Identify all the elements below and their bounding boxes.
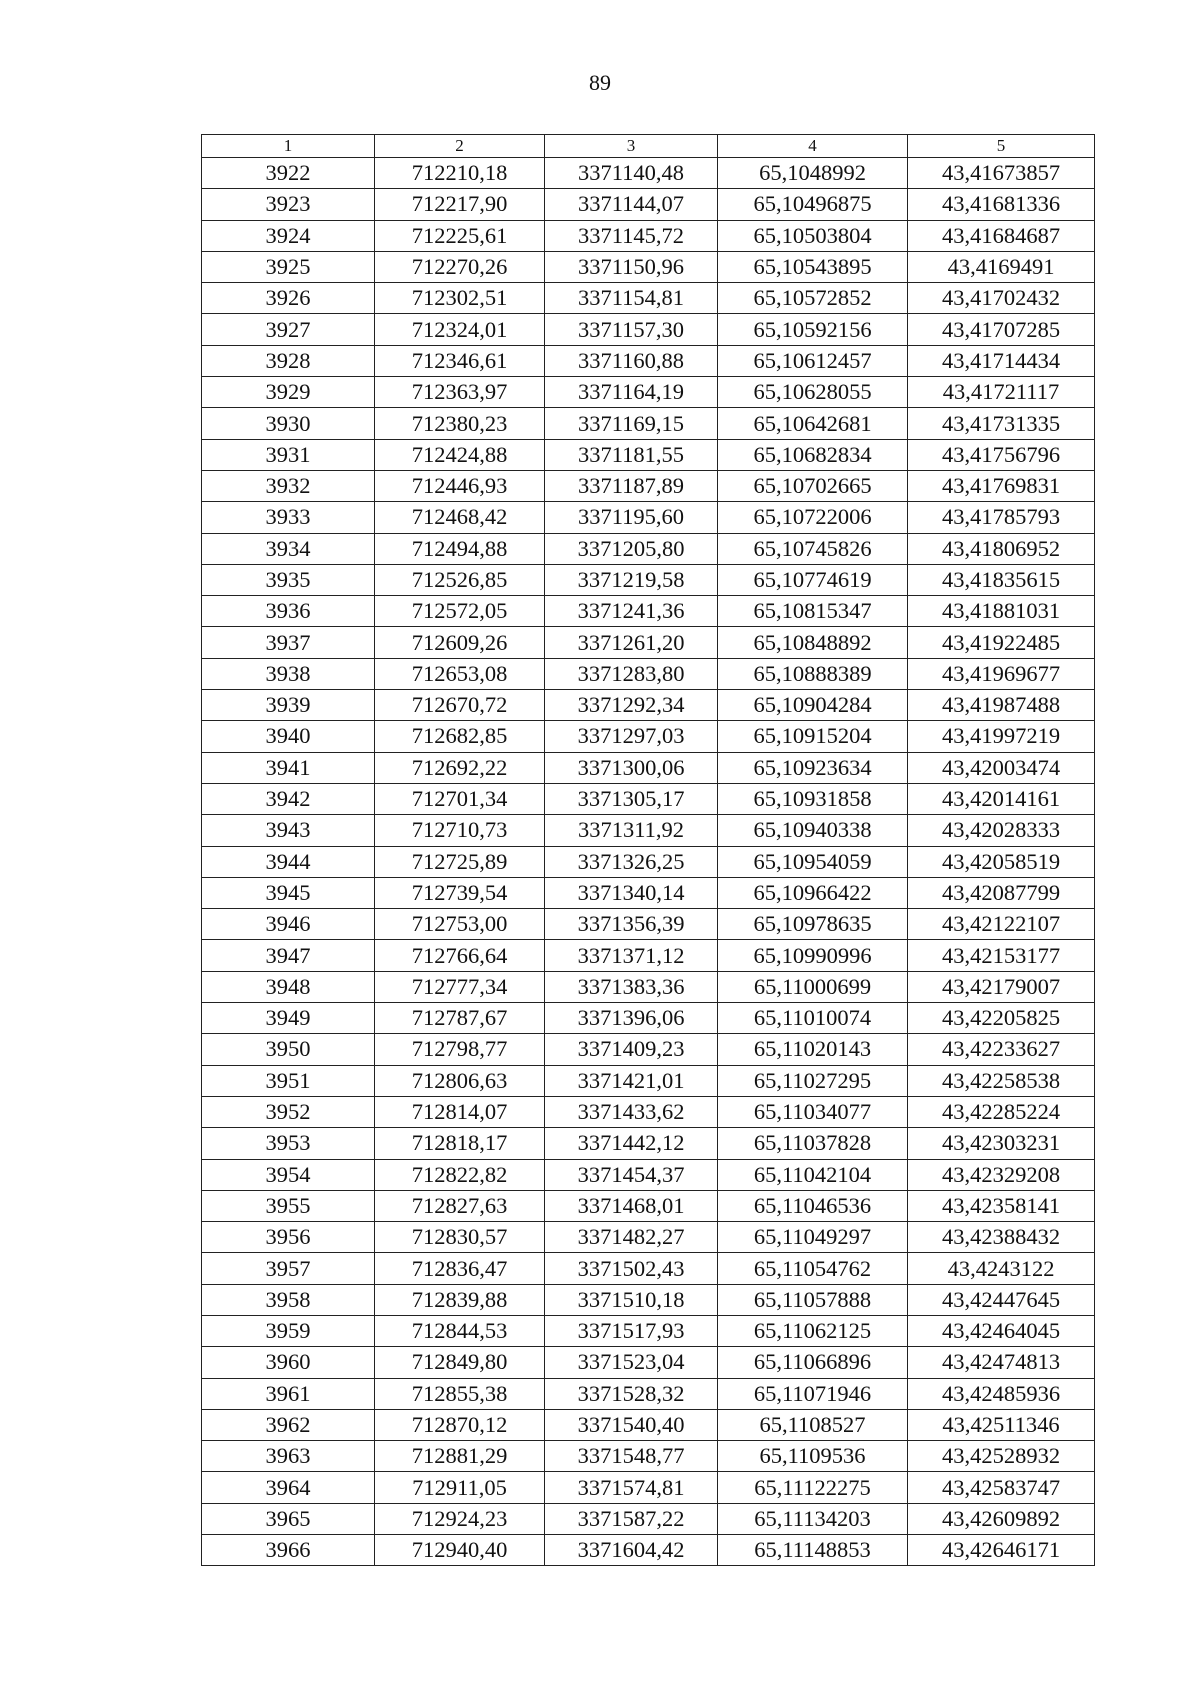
table-row [202, 940, 1095, 971]
table-row [202, 1065, 1095, 1096]
latitude-cell: 43,41785793 [908, 502, 1095, 533]
table-row [202, 658, 1095, 689]
x-coordinate-cell: 712725,89 [375, 846, 545, 877]
table-row [202, 877, 1095, 908]
longitude-cell: 65,10954059 [718, 846, 908, 877]
y-coordinate-cell: 3371292,34 [545, 690, 718, 721]
table-row [202, 1378, 1095, 1409]
y-coordinate-cell: 3371442,12 [545, 1128, 718, 1159]
table-row [202, 752, 1095, 783]
x-coordinate-cell: 712881,29 [375, 1441, 545, 1472]
y-coordinate-cell: 3371433,62 [545, 1096, 718, 1127]
latitude-cell: 43,42233627 [908, 1034, 1095, 1065]
longitude-cell: 65,10496875 [718, 189, 908, 220]
point-number-cell: 3932 [202, 470, 375, 501]
table-row [202, 721, 1095, 752]
x-coordinate-cell: 712839,88 [375, 1284, 545, 1315]
longitude-cell: 65,10774619 [718, 564, 908, 595]
x-coordinate-cell: 712446,93 [375, 470, 545, 501]
y-coordinate-cell: 3371145,72 [545, 220, 718, 251]
y-coordinate-cell: 3371468,01 [545, 1190, 718, 1221]
point-number-cell: 3964 [202, 1472, 375, 1503]
latitude-cell: 43,42464045 [908, 1315, 1095, 1346]
table-row [202, 408, 1095, 439]
latitude-cell: 43,41835615 [908, 564, 1095, 595]
x-coordinate-cell: 712766,64 [375, 940, 545, 971]
longitude-cell: 65,11042104 [718, 1159, 908, 1190]
y-coordinate-cell: 3371326,25 [545, 846, 718, 877]
y-coordinate-cell: 3371548,77 [545, 1441, 718, 1472]
point-number-cell: 3953 [202, 1128, 375, 1159]
table-row [202, 158, 1095, 189]
y-coordinate-cell: 3371454,37 [545, 1159, 718, 1190]
table-row [202, 345, 1095, 376]
latitude-cell: 43,41681336 [908, 189, 1095, 220]
longitude-cell: 65,11034077 [718, 1096, 908, 1127]
y-coordinate-cell: 3371383,36 [545, 971, 718, 1002]
y-coordinate-cell: 3371528,32 [545, 1378, 718, 1409]
longitude-cell: 65,1108527 [718, 1409, 908, 1440]
point-number-cell: 3960 [202, 1347, 375, 1378]
point-number-cell: 3957 [202, 1253, 375, 1284]
table-row [202, 1222, 1095, 1253]
y-coordinate-cell: 3371297,03 [545, 721, 718, 752]
y-coordinate-cell: 3371305,17 [545, 783, 718, 814]
longitude-cell: 65,11027295 [718, 1065, 908, 1096]
point-number-cell: 3930 [202, 408, 375, 439]
latitude-cell: 43,42122107 [908, 909, 1095, 940]
point-number-cell: 3950 [202, 1034, 375, 1065]
column-header-2: 2 [375, 135, 545, 158]
point-number-cell: 3923 [202, 189, 375, 220]
x-coordinate-cell: 712701,34 [375, 783, 545, 814]
point-number-cell: 3933 [202, 502, 375, 533]
table-row [202, 596, 1095, 627]
x-coordinate-cell: 712924,23 [375, 1503, 545, 1534]
y-coordinate-cell: 3371164,19 [545, 377, 718, 408]
x-coordinate-cell: 712302,51 [375, 283, 545, 314]
longitude-cell: 65,10923634 [718, 752, 908, 783]
longitude-cell: 65,10978635 [718, 909, 908, 940]
x-coordinate-cell: 712814,07 [375, 1096, 545, 1127]
coordinates-table [201, 134, 1095, 1566]
y-coordinate-cell: 3371300,06 [545, 752, 718, 783]
longitude-cell: 65,1048992 [718, 158, 908, 189]
longitude-cell: 65,10682834 [718, 439, 908, 470]
point-number-cell: 3925 [202, 251, 375, 282]
y-coordinate-cell: 3371219,58 [545, 564, 718, 595]
latitude-cell: 43,42303231 [908, 1128, 1095, 1159]
x-coordinate-cell: 712827,63 [375, 1190, 545, 1221]
latitude-cell: 43,42528932 [908, 1441, 1095, 1472]
table-row [202, 1315, 1095, 1346]
y-coordinate-cell: 3371261,20 [545, 627, 718, 658]
latitude-cell: 43,42646171 [908, 1535, 1095, 1566]
latitude-cell: 43,41714434 [908, 345, 1095, 376]
latitude-cell: 43,4169491 [908, 251, 1095, 282]
table-row [202, 1503, 1095, 1534]
x-coordinate-cell: 712270,26 [375, 251, 545, 282]
latitude-cell: 43,42358141 [908, 1190, 1095, 1221]
x-coordinate-cell: 712363,97 [375, 377, 545, 408]
point-number-cell: 3927 [202, 314, 375, 345]
y-coordinate-cell: 3371510,18 [545, 1284, 718, 1315]
latitude-cell: 43,41731335 [908, 408, 1095, 439]
y-coordinate-cell: 3371409,23 [545, 1034, 718, 1065]
x-coordinate-cell: 712653,08 [375, 658, 545, 689]
latitude-cell: 43,42087799 [908, 877, 1095, 908]
latitude-cell: 43,4243122 [908, 1253, 1095, 1284]
table-row [202, 846, 1095, 877]
latitude-cell: 43,42153177 [908, 940, 1095, 971]
point-number-cell: 3929 [202, 377, 375, 408]
table-row [202, 564, 1095, 595]
x-coordinate-cell: 712682,85 [375, 721, 545, 752]
longitude-cell: 65,10904284 [718, 690, 908, 721]
x-coordinate-cell: 712818,17 [375, 1128, 545, 1159]
longitude-cell: 65,10745826 [718, 533, 908, 564]
y-coordinate-cell: 3371517,93 [545, 1315, 718, 1346]
table-row [202, 1253, 1095, 1284]
longitude-cell: 65,10612457 [718, 345, 908, 376]
y-coordinate-cell: 3371205,80 [545, 533, 718, 564]
longitude-cell: 65,11049297 [718, 1222, 908, 1253]
point-number-cell: 3959 [202, 1315, 375, 1346]
latitude-cell: 43,41969677 [908, 658, 1095, 689]
column-header-1: 1 [202, 135, 375, 158]
table-row [202, 1034, 1095, 1065]
table-row [202, 189, 1095, 220]
y-coordinate-cell: 3371356,39 [545, 909, 718, 940]
longitude-cell: 65,10503804 [718, 220, 908, 251]
latitude-cell: 43,42609892 [908, 1503, 1095, 1534]
point-number-cell: 3936 [202, 596, 375, 627]
point-number-cell: 3926 [202, 283, 375, 314]
point-number-cell: 3947 [202, 940, 375, 971]
longitude-cell: 65,10966422 [718, 877, 908, 908]
latitude-cell: 43,42329208 [908, 1159, 1095, 1190]
x-coordinate-cell: 712787,67 [375, 1003, 545, 1034]
longitude-cell: 65,10931858 [718, 783, 908, 814]
y-coordinate-cell: 3371283,80 [545, 658, 718, 689]
table-row [202, 533, 1095, 564]
y-coordinate-cell: 3371421,01 [545, 1065, 718, 1096]
x-coordinate-cell: 712739,54 [375, 877, 545, 908]
x-coordinate-cell: 712526,85 [375, 564, 545, 595]
longitude-cell: 65,11071946 [718, 1378, 908, 1409]
latitude-cell: 43,42205825 [908, 1003, 1095, 1034]
longitude-cell: 65,10572852 [718, 283, 908, 314]
point-number-cell: 3951 [202, 1065, 375, 1096]
latitude-cell: 43,42388432 [908, 1222, 1095, 1253]
point-number-cell: 3939 [202, 690, 375, 721]
point-number-cell: 3942 [202, 783, 375, 814]
y-coordinate-cell: 3371181,55 [545, 439, 718, 470]
x-coordinate-cell: 712849,80 [375, 1347, 545, 1378]
x-coordinate-cell: 712210,18 [375, 158, 545, 189]
latitude-cell: 43,42474813 [908, 1347, 1095, 1378]
table-row [202, 251, 1095, 282]
longitude-cell: 65,11000699 [718, 971, 908, 1002]
longitude-cell: 65,10642681 [718, 408, 908, 439]
table-row [202, 1347, 1095, 1378]
latitude-cell: 43,42179007 [908, 971, 1095, 1002]
latitude-cell: 43,42285224 [908, 1096, 1095, 1127]
x-coordinate-cell: 712836,47 [375, 1253, 545, 1284]
longitude-cell: 65,11010074 [718, 1003, 908, 1034]
point-number-cell: 3962 [202, 1409, 375, 1440]
longitude-cell: 65,10628055 [718, 377, 908, 408]
x-coordinate-cell: 712572,05 [375, 596, 545, 627]
point-number-cell: 3937 [202, 627, 375, 658]
x-coordinate-cell: 712324,01 [375, 314, 545, 345]
x-coordinate-cell: 712822,82 [375, 1159, 545, 1190]
y-coordinate-cell: 3371574,81 [545, 1472, 718, 1503]
table-row [202, 815, 1095, 846]
longitude-cell: 65,1109536 [718, 1441, 908, 1472]
y-coordinate-cell: 3371540,40 [545, 1409, 718, 1440]
point-number-cell: 3966 [202, 1535, 375, 1566]
x-coordinate-cell: 712225,61 [375, 220, 545, 251]
table-row [202, 470, 1095, 501]
longitude-cell: 65,10888389 [718, 658, 908, 689]
table-row [202, 314, 1095, 345]
x-coordinate-cell: 712609,26 [375, 627, 545, 658]
latitude-cell: 43,41684687 [908, 220, 1095, 251]
longitude-cell: 65,10592156 [718, 314, 908, 345]
table-row [202, 1535, 1095, 1566]
x-coordinate-cell: 712468,42 [375, 502, 545, 533]
table-row [202, 1472, 1095, 1503]
table-row [202, 627, 1095, 658]
x-coordinate-cell: 712940,40 [375, 1535, 545, 1566]
longitude-cell: 65,11134203 [718, 1503, 908, 1534]
point-number-cell: 3940 [202, 721, 375, 752]
y-coordinate-cell: 3371160,88 [545, 345, 718, 376]
table-row [202, 690, 1095, 721]
longitude-cell: 65,10848892 [718, 627, 908, 658]
table-body [202, 158, 1095, 1566]
y-coordinate-cell: 3371187,89 [545, 470, 718, 501]
x-coordinate-cell: 712217,90 [375, 189, 545, 220]
column-header-3: 3 [545, 135, 718, 158]
x-coordinate-cell: 712777,34 [375, 971, 545, 1002]
latitude-cell: 43,42583747 [908, 1472, 1095, 1503]
longitude-cell: 65,11066896 [718, 1347, 908, 1378]
table-row [202, 1096, 1095, 1127]
longitude-cell: 65,11037828 [718, 1128, 908, 1159]
latitude-cell: 43,41769831 [908, 470, 1095, 501]
latitude-cell: 43,42447645 [908, 1284, 1095, 1315]
table-row [202, 1003, 1095, 1034]
latitude-cell: 43,41922485 [908, 627, 1095, 658]
y-coordinate-cell: 3371482,27 [545, 1222, 718, 1253]
point-number-cell: 3958 [202, 1284, 375, 1315]
latitude-cell: 43,42003474 [908, 752, 1095, 783]
point-number-cell: 3948 [202, 971, 375, 1002]
point-number-cell: 3931 [202, 439, 375, 470]
y-coordinate-cell: 3371140,48 [545, 158, 718, 189]
point-number-cell: 3943 [202, 815, 375, 846]
table-row [202, 1284, 1095, 1315]
point-number-cell: 3928 [202, 345, 375, 376]
latitude-cell: 43,41707285 [908, 314, 1095, 345]
latitude-cell: 43,42028333 [908, 815, 1095, 846]
table-row [202, 971, 1095, 1002]
point-number-cell: 3965 [202, 1503, 375, 1534]
y-coordinate-cell: 3371169,15 [545, 408, 718, 439]
latitude-cell: 43,41756796 [908, 439, 1095, 470]
point-number-cell: 3952 [202, 1096, 375, 1127]
y-coordinate-cell: 3371396,06 [545, 1003, 718, 1034]
latitude-cell: 43,42058519 [908, 846, 1095, 877]
longitude-cell: 65,11057888 [718, 1284, 908, 1315]
x-coordinate-cell: 712753,00 [375, 909, 545, 940]
y-coordinate-cell: 3371241,36 [545, 596, 718, 627]
table-row [202, 502, 1095, 533]
y-coordinate-cell: 3371150,96 [545, 251, 718, 282]
latitude-cell: 43,41806952 [908, 533, 1095, 564]
longitude-cell: 65,11148853 [718, 1535, 908, 1566]
point-number-cell: 3956 [202, 1222, 375, 1253]
table-row [202, 909, 1095, 940]
x-coordinate-cell: 712710,73 [375, 815, 545, 846]
latitude-cell: 43,42258538 [908, 1065, 1095, 1096]
point-number-cell: 3955 [202, 1190, 375, 1221]
y-coordinate-cell: 3371340,14 [545, 877, 718, 908]
point-number-cell: 3945 [202, 877, 375, 908]
y-coordinate-cell: 3371371,12 [545, 940, 718, 971]
x-coordinate-cell: 712870,12 [375, 1409, 545, 1440]
y-coordinate-cell: 3371195,60 [545, 502, 718, 533]
latitude-cell: 43,42014161 [908, 783, 1095, 814]
point-number-cell: 3935 [202, 564, 375, 595]
y-coordinate-cell: 3371502,43 [545, 1253, 718, 1284]
x-coordinate-cell: 712380,23 [375, 408, 545, 439]
point-number-cell: 3946 [202, 909, 375, 940]
column-header-5: 5 [908, 135, 1095, 158]
y-coordinate-cell: 3371604,42 [545, 1535, 718, 1566]
y-coordinate-cell: 3371157,30 [545, 314, 718, 345]
table-row [202, 1409, 1095, 1440]
y-coordinate-cell: 3371587,22 [545, 1503, 718, 1534]
point-number-cell: 3949 [202, 1003, 375, 1034]
table-row [202, 377, 1095, 408]
table-row [202, 1190, 1095, 1221]
x-coordinate-cell: 712911,05 [375, 1472, 545, 1503]
table-row [202, 1441, 1095, 1472]
latitude-cell: 43,41881031 [908, 596, 1095, 627]
x-coordinate-cell: 712806,63 [375, 1065, 545, 1096]
x-coordinate-cell: 712855,38 [375, 1378, 545, 1409]
latitude-cell: 43,41721117 [908, 377, 1095, 408]
table-row [202, 783, 1095, 814]
latitude-cell: 43,41997219 [908, 721, 1095, 752]
point-number-cell: 3954 [202, 1159, 375, 1190]
y-coordinate-cell: 3371523,04 [545, 1347, 718, 1378]
latitude-cell: 43,41702432 [908, 283, 1095, 314]
y-coordinate-cell: 3371154,81 [545, 283, 718, 314]
x-coordinate-cell: 712670,72 [375, 690, 545, 721]
point-number-cell: 3938 [202, 658, 375, 689]
latitude-cell: 43,42511346 [908, 1409, 1095, 1440]
longitude-cell: 65,11062125 [718, 1315, 908, 1346]
longitude-cell: 65,11020143 [718, 1034, 908, 1065]
page-number: 89 [589, 70, 611, 95]
point-number-cell: 3961 [202, 1378, 375, 1409]
point-number-cell: 3924 [202, 220, 375, 251]
point-number-cell: 3922 [202, 158, 375, 189]
y-coordinate-cell: 3371311,92 [545, 815, 718, 846]
latitude-cell: 43,41987488 [908, 690, 1095, 721]
table-row [202, 220, 1095, 251]
x-coordinate-cell: 712424,88 [375, 439, 545, 470]
longitude-cell: 65,11054762 [718, 1253, 908, 1284]
longitude-cell: 65,10722006 [718, 502, 908, 533]
point-number-cell: 3944 [202, 846, 375, 877]
table-header-row [202, 135, 1095, 158]
table-row [202, 1159, 1095, 1190]
latitude-cell: 43,41673857 [908, 158, 1095, 189]
y-coordinate-cell: 3371144,07 [545, 189, 718, 220]
longitude-cell: 65,10702665 [718, 470, 908, 501]
x-coordinate-cell: 712844,53 [375, 1315, 545, 1346]
x-coordinate-cell: 712798,77 [375, 1034, 545, 1065]
longitude-cell: 65,10990996 [718, 940, 908, 971]
point-number-cell: 3934 [202, 533, 375, 564]
latitude-cell: 43,42485936 [908, 1378, 1095, 1409]
x-coordinate-cell: 712346,61 [375, 345, 545, 376]
longitude-cell: 65,10940338 [718, 815, 908, 846]
x-coordinate-cell: 712692,22 [375, 752, 545, 783]
point-number-cell: 3963 [202, 1441, 375, 1472]
column-header-4: 4 [718, 135, 908, 158]
longitude-cell: 65,10915204 [718, 721, 908, 752]
point-number-cell: 3941 [202, 752, 375, 783]
table-row [202, 439, 1095, 470]
longitude-cell: 65,10543895 [718, 251, 908, 282]
x-coordinate-cell: 712494,88 [375, 533, 545, 564]
x-coordinate-cell: 712830,57 [375, 1222, 545, 1253]
longitude-cell: 65,11122275 [718, 1472, 908, 1503]
table-row [202, 1128, 1095, 1159]
table-row [202, 283, 1095, 314]
longitude-cell: 65,11046536 [718, 1190, 908, 1221]
longitude-cell: 65,10815347 [718, 596, 908, 627]
